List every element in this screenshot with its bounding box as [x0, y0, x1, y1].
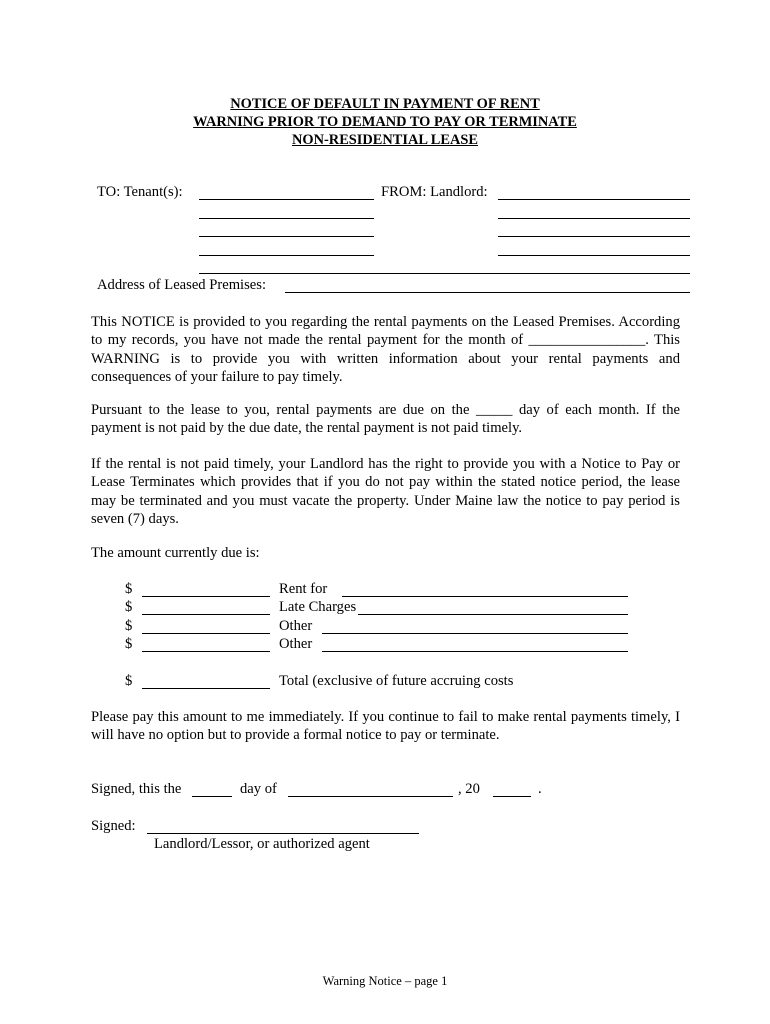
to-tenants-label: TO: Tenant(s): [97, 184, 183, 200]
address-label: Address of Leased Premises: [97, 277, 267, 293]
late-charges-line[interactable] [358, 614, 628, 615]
landlord-name-line-3[interactable] [498, 236, 690, 237]
signed-label: Signed: [91, 818, 136, 834]
address-line-1[interactable] [199, 273, 690, 274]
other-line-2[interactable] [322, 651, 628, 652]
other-label-2: Other [279, 636, 313, 652]
currency-symbol: $ [125, 618, 133, 634]
page-footer: Warning Notice – page 1 [322, 974, 448, 988]
day-blank-line[interactable] [192, 796, 232, 797]
currency-symbol: $ [125, 673, 133, 689]
paragraph-due-date: Pursuant to the lease to you, rental payments are due on the _____ day of each month. If the payment is not paid by the due date, the rental payment is not paid timely. [91, 402, 680, 437]
rent-for-label: Rent for [279, 581, 328, 597]
year-blank-line[interactable] [493, 796, 531, 797]
title-line-1: NOTICE OF DEFAULT IN PAYMENT OF RENT [230, 96, 540, 112]
amount-late-charges-line[interactable] [142, 614, 270, 615]
signature-line[interactable] [147, 833, 419, 834]
total-label: Total (exclusive of future accruing costs [279, 673, 514, 689]
year-prefix-label: , 20 [458, 781, 480, 797]
amount-other-line-1[interactable] [142, 633, 270, 634]
tenant-name-line-3[interactable] [199, 236, 374, 237]
landlord-name-line-4[interactable] [498, 255, 690, 256]
address-line-2[interactable] [285, 292, 690, 293]
other-label-1: Other [279, 618, 313, 634]
tenant-name-line-1[interactable] [199, 199, 374, 200]
title-line-3: NON-RESIDENTIAL LEASE [292, 132, 478, 148]
paragraph-landlord-rights: If the rental is not paid timely, your Landlord has the right to provide you with a Notice to Pay or Lease Terminates which provides that if you do not pay within the stated notice period, the lease may be terminated and you must vacate the property. Under Maine law the notice to pay period is seven (7) days. [91, 456, 680, 528]
date-period: . [538, 781, 542, 797]
tenant-name-line-4[interactable] [199, 255, 374, 256]
title-line-2: WARNING PRIOR TO DEMAND TO PAY OR TERMINATE [193, 114, 577, 130]
signer-caption: Landlord/Lessor, or authorized agent [154, 836, 370, 852]
late-charges-label: Late Charges [279, 599, 357, 615]
amount-rent-line[interactable] [142, 596, 270, 597]
amount-other-line-2[interactable] [142, 651, 270, 652]
signed-this-label: Signed, this the [91, 781, 182, 797]
paragraph-pay-immediately: Please pay this amount to me immediately. If you continue to fail to make rental payments timely, I will have no option but to provide a formal notice to pay or terminate. [91, 709, 680, 744]
tenant-name-line-2[interactable] [199, 218, 374, 219]
currency-symbol: $ [125, 636, 133, 652]
day-of-label: day of [240, 781, 277, 797]
currency-symbol: $ [125, 581, 133, 597]
other-line-1[interactable] [322, 633, 628, 634]
rent-for-line[interactable] [342, 596, 628, 597]
from-landlord-label: FROM: Landlord: [381, 184, 488, 200]
landlord-name-line-1[interactable] [498, 199, 690, 200]
amount-due-heading: The amount currently due is: [91, 545, 260, 561]
currency-symbol: $ [125, 599, 133, 615]
paragraph-notice: This NOTICE is provided to you regarding the rental payments on the Leased Premises. According to my records, you have not made the rental payment for the month of ________________. This WARNING is to provide you with written information about your rental payments and consequences of your failure to pay timely. [91, 314, 680, 386]
month-blank-line[interactable] [288, 796, 453, 797]
landlord-name-line-2[interactable] [498, 218, 690, 219]
amount-total-line[interactable] [142, 688, 270, 689]
